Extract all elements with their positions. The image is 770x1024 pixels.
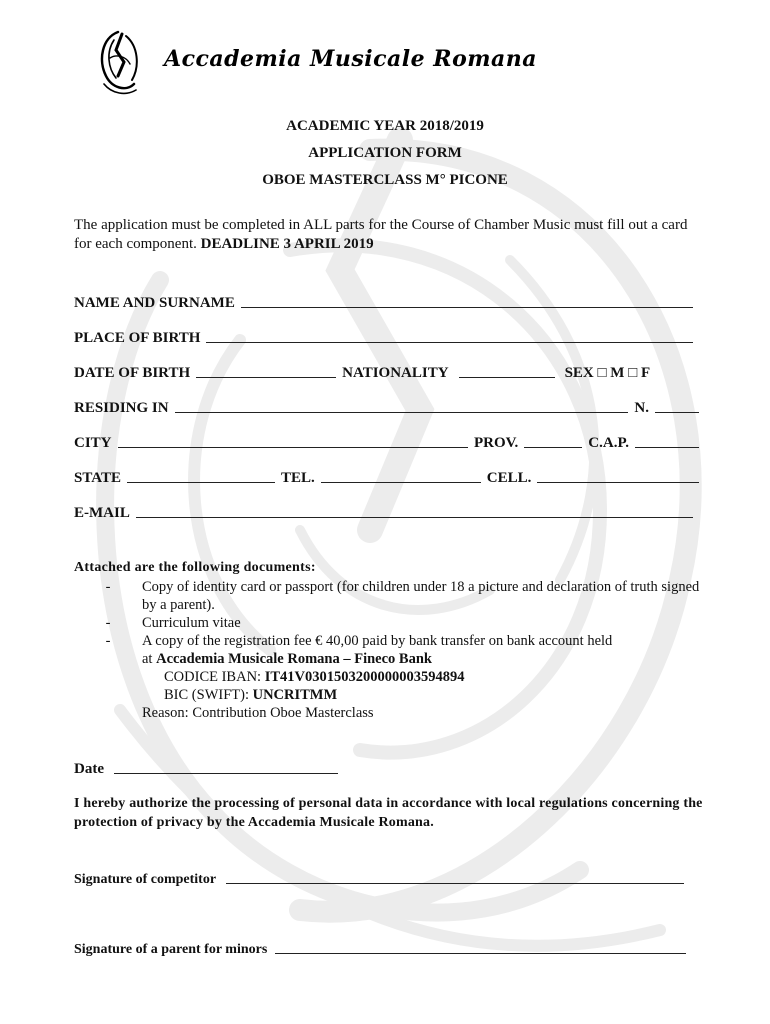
competitor-signature-field[interactable] xyxy=(226,869,684,884)
document-item-id: Copy of identity card or passport (for children under 18 a picture and declaration of truth signed by a parent). xyxy=(142,579,700,613)
competitor-signature-label: Signature of competitor xyxy=(74,872,217,887)
list-item xyxy=(74,614,704,632)
tel-field[interactable] xyxy=(321,468,481,483)
bank-name: Accademia Musicale Romana – Fineco Bank xyxy=(156,651,432,667)
iban-line xyxy=(74,668,704,686)
list-dash: - xyxy=(105,579,111,595)
iban-label: CODICE IBAN: xyxy=(164,669,262,685)
parent-signature-label: Signature of a parent for minors xyxy=(74,942,268,957)
parent-signature-field[interactable] xyxy=(275,939,686,954)
contact-row xyxy=(74,467,699,487)
documents-title: Attached are the following documents: xyxy=(74,560,316,575)
residence-row xyxy=(74,397,699,417)
name-label: NAME AND SURNAME xyxy=(74,295,235,311)
residing-in-field[interactable] xyxy=(175,398,629,413)
date-of-birth-label: DATE OF BIRTH xyxy=(74,365,191,381)
intro-text: The application must be completed in ALL parts for the Course of Chamber Music must fill out a card for each component. xyxy=(74,217,688,252)
competitor-signature-row xyxy=(74,868,690,888)
place-of-birth-label: PLACE OF BIRTH xyxy=(74,330,201,346)
bank-prefix: at xyxy=(142,651,153,667)
date-row xyxy=(74,758,344,778)
academy-logo-icon xyxy=(96,28,142,98)
document-item-fee: A copy of the registration fee € 40,00 paid by bank transfer on bank account held xyxy=(142,633,613,649)
form-title: APPLICATION FORM xyxy=(308,145,462,161)
date-label: Date xyxy=(74,761,104,777)
birth-row xyxy=(74,362,699,382)
document-item-cv: Curriculum vitae xyxy=(142,615,241,631)
bic-value: UNCRITMM xyxy=(252,687,338,703)
residing-in-label: RESIDING IN xyxy=(74,400,169,416)
cap-field[interactable] xyxy=(635,433,699,448)
list-item xyxy=(74,578,704,614)
intro-paragraph xyxy=(74,216,704,254)
city-field[interactable] xyxy=(118,433,468,448)
academic-year: ACADEMIC YEAR 2018/2019 xyxy=(286,118,484,134)
bank-holder xyxy=(74,650,704,668)
date-field[interactable] xyxy=(114,759,338,774)
number-field[interactable] xyxy=(655,398,699,413)
cap-label: C.A.P. xyxy=(588,435,629,451)
list-dash: - xyxy=(105,615,111,631)
place-of-birth-row xyxy=(74,327,699,347)
place-of-birth-field[interactable] xyxy=(206,328,693,343)
masterclass-title: OBOE MASTERCLASS M° PICONE xyxy=(262,172,508,188)
bic-label: BIC (SWIFT): xyxy=(164,687,249,703)
list-item xyxy=(74,632,704,650)
email-row xyxy=(74,502,699,522)
date-of-birth-field[interactable] xyxy=(196,363,336,378)
nationality-field[interactable] xyxy=(459,363,555,378)
documents-list xyxy=(74,578,704,722)
city-label: CITY xyxy=(74,435,112,451)
privacy-consent: I hereby authorize the processing of personal data in accordance with local regulations concerning the protection of privacy by the Accademia Musicale Romana. xyxy=(74,796,703,830)
parent-signature-row xyxy=(74,938,692,958)
name-field[interactable] xyxy=(241,293,693,308)
cell-field[interactable] xyxy=(537,468,699,483)
prov-field[interactable] xyxy=(524,433,582,448)
list-dash: - xyxy=(105,633,111,649)
email-field[interactable] xyxy=(136,503,693,518)
brand-name: Accademia Musicale Romana xyxy=(164,46,538,72)
number-label: N. xyxy=(634,400,649,416)
state-field[interactable] xyxy=(127,468,275,483)
name-row xyxy=(74,292,699,312)
email-label: E-MAIL xyxy=(74,505,130,521)
state-label: STATE xyxy=(74,470,121,486)
cell-label: CELL. xyxy=(486,470,532,486)
sex-checkboxes[interactable]: SEX □ M □ F xyxy=(564,365,651,381)
iban-value: IT41V0301503200000003594894 xyxy=(264,669,465,685)
bic-line xyxy=(74,686,704,704)
deadline: DEADLINE 3 APRIL 2019 xyxy=(200,236,374,252)
nationality-label: NATIONALITY xyxy=(342,365,449,381)
prov-label: PROV. xyxy=(473,435,519,451)
tel-label: TEL. xyxy=(280,470,315,486)
payment-reason: Reason: Contribution Oboe Masterclass xyxy=(142,705,374,721)
city-row xyxy=(74,432,699,452)
